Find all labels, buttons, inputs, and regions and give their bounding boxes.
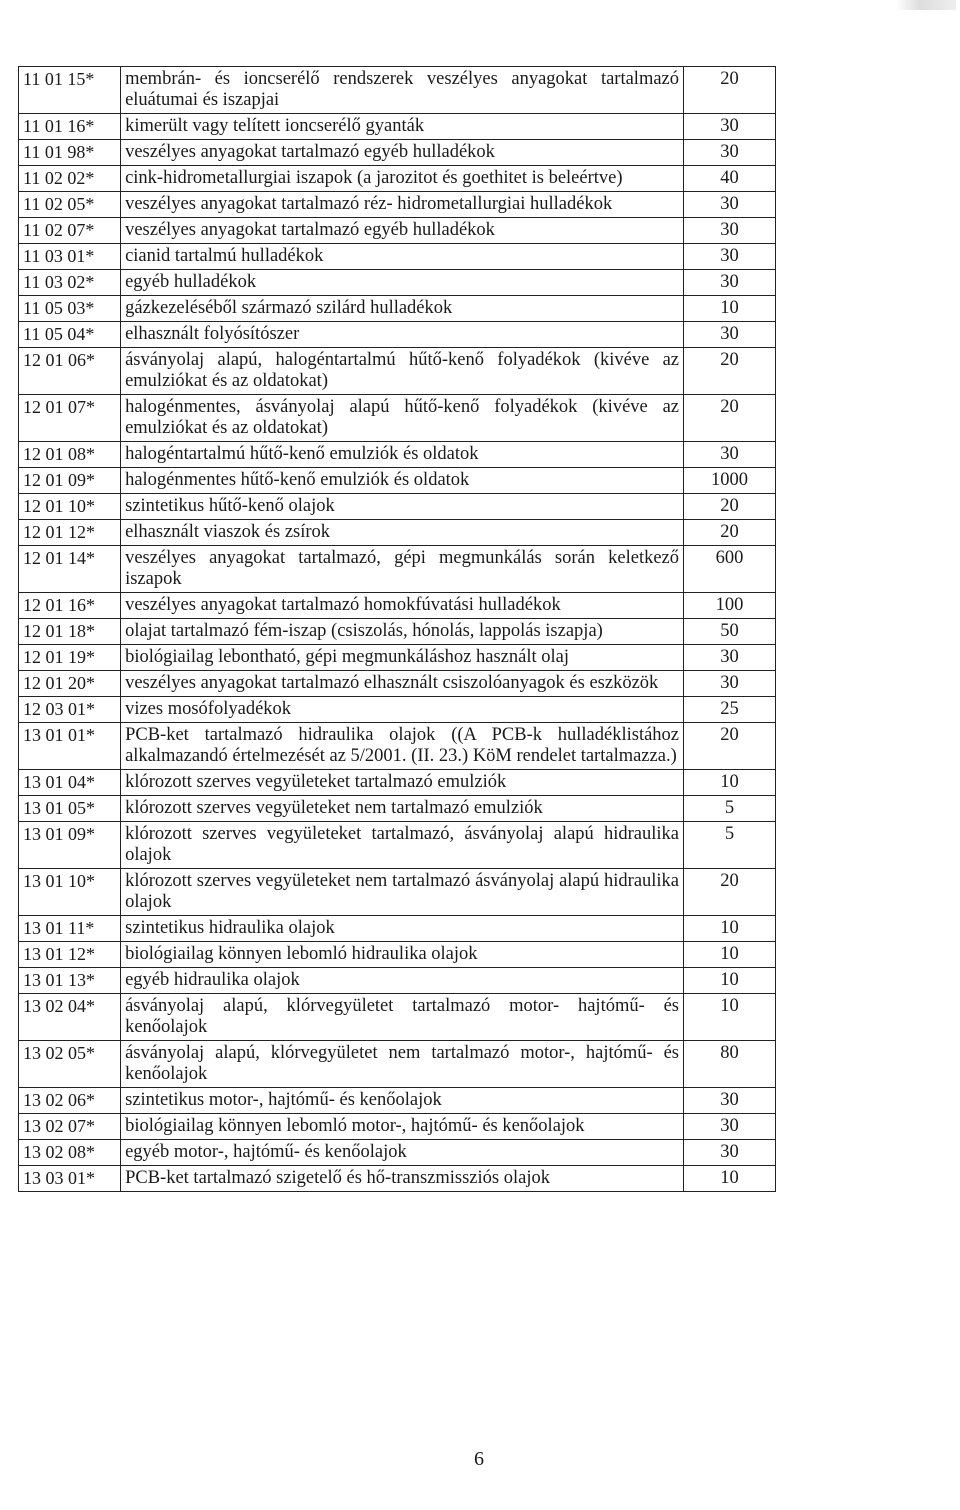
quantity-cell: 10 (684, 1166, 776, 1192)
quantity-cell: 50 (684, 619, 776, 645)
table-row (19, 296, 776, 322)
waste-code-cell: 13 01 12* (19, 942, 121, 968)
waste-description-cell: klórozott szerves vegyületeket tartalmazó, ásványolaj alapú hidraulika olajok (121, 822, 684, 869)
table-row (19, 916, 776, 942)
waste-code-cell: 12 01 07* (19, 395, 121, 442)
table-row (19, 723, 776, 770)
waste-code-cell: 13 01 13* (19, 968, 121, 994)
waste-code-table (18, 66, 776, 1192)
table-row (19, 1166, 776, 1192)
waste-description-cell: klórozott szerves vegyületeket tartalmazó emulziók (121, 770, 684, 796)
waste-code-cell: 11 03 01* (19, 244, 121, 270)
quantity-cell: 80 (684, 1041, 776, 1088)
table-row (19, 645, 776, 671)
table-row (19, 822, 776, 869)
waste-code-cell: 12 03 01* (19, 697, 121, 723)
quantity-cell: 30 (684, 140, 776, 166)
waste-description-cell: ásványolaj alapú, halogéntartalmú hűtő-kenő folyadékok (kivéve az emulziókat és az oldatokat) (121, 348, 684, 395)
waste-description-cell: olajat tartalmazó fém-iszap (csiszolás, hónolás, lappolás iszapja) (121, 619, 684, 645)
waste-description-cell: gázkezeléséből származó szilárd hulladékok (121, 296, 684, 322)
table-row (19, 1088, 776, 1114)
quantity-cell: 10 (684, 770, 776, 796)
waste-code-cell: 13 01 10* (19, 869, 121, 916)
table-row (19, 619, 776, 645)
quantity-cell: 20 (684, 520, 776, 546)
quantity-cell: 600 (684, 546, 776, 593)
waste-code-cell: 13 02 07* (19, 1114, 121, 1140)
table-row (19, 192, 776, 218)
waste-code-cell: 13 01 09* (19, 822, 121, 869)
waste-description-cell: halogénmentes hűtő-kenő emulziók és oldatok (121, 468, 684, 494)
waste-code-cell: 13 01 04* (19, 770, 121, 796)
quantity-cell: 5 (684, 822, 776, 869)
waste-code-cell: 13 03 01* (19, 1166, 121, 1192)
waste-description-cell: egyéb hidraulika olajok (121, 968, 684, 994)
waste-description-cell: PCB-ket tartalmazó hidraulika olajok ((A PCB-k hulladéklistához alkalmazandó értelmezését az 5/2001. (II. 23.) KöM rendelet tartalmazza.) (121, 723, 684, 770)
waste-code-cell: 12 01 16* (19, 593, 121, 619)
quantity-cell: 30 (684, 1140, 776, 1166)
table-row (19, 67, 776, 114)
waste-code-cell: 11 02 02* (19, 166, 121, 192)
waste-description-cell: klórozott szerves vegyületeket nem tartalmazó emulziók (121, 796, 684, 822)
waste-code-cell: 12 01 18* (19, 619, 121, 645)
waste-description-cell: membrán- és ioncserélő rendszerek veszélyes anyagokat tartalmazó eluátumai és iszapjai (121, 67, 684, 114)
table-row (19, 140, 776, 166)
table-row (19, 697, 776, 723)
scan-artifact (896, 0, 956, 10)
waste-code-cell: 12 01 12* (19, 520, 121, 546)
waste-description-cell: PCB-ket tartalmazó szigetelő és hő-transzmissziós olajok (121, 1166, 684, 1192)
page-number: 6 (474, 1448, 484, 1470)
quantity-cell: 30 (684, 442, 776, 468)
table-row (19, 322, 776, 348)
table-row (19, 270, 776, 296)
quantity-cell: 1000 (684, 468, 776, 494)
waste-description-cell: klórozott szerves vegyületeket nem tartalmazó ásványolaj alapú hidraulika olajok (121, 869, 684, 916)
waste-description-cell: elhasznált folyósítószer (121, 322, 684, 348)
waste-code-cell: 12 01 10* (19, 494, 121, 520)
table-row (19, 796, 776, 822)
waste-code-cell: 13 02 06* (19, 1088, 121, 1114)
waste-description-cell: cink-hidrometallurgiai iszapok (a jarozitot és goethitet is beleértve) (121, 166, 684, 192)
waste-description-cell: elhasznált viaszok és zsírok (121, 520, 684, 546)
waste-description-cell: egyéb motor-, hajtómű- és kenőolajok (121, 1140, 684, 1166)
waste-description-cell: veszélyes anyagokat tartalmazó homokfúvatási hulladékok (121, 593, 684, 619)
waste-code-cell: 12 01 14* (19, 546, 121, 593)
table-body (19, 67, 776, 1192)
table-row (19, 1114, 776, 1140)
quantity-cell: 30 (684, 1114, 776, 1140)
waste-description-cell: vizes mosófolyadékok (121, 697, 684, 723)
table-row (19, 968, 776, 994)
waste-description-cell: szintetikus hűtő-kenő olajok (121, 494, 684, 520)
table-row (19, 1140, 776, 1166)
waste-description-cell: kimerült vagy telített ioncserélő gyanták (121, 114, 684, 140)
waste-description-cell: biológiailag könnyen lebomló motor-, hajtómű- és kenőolajok (121, 1114, 684, 1140)
waste-description-cell: halogénmentes, ásványolaj alapú hűtő-kenő folyadékok (kivéve az emulziókat és az oldatokat) (121, 395, 684, 442)
table-row (19, 114, 776, 140)
waste-code-cell: 11 01 16* (19, 114, 121, 140)
waste-code-cell: 12 01 19* (19, 645, 121, 671)
quantity-cell: 5 (684, 796, 776, 822)
waste-code-cell: 12 01 09* (19, 468, 121, 494)
waste-description-cell: szintetikus motor-, hajtómű- és kenőolajok (121, 1088, 684, 1114)
waste-code-cell: 12 01 06* (19, 348, 121, 395)
waste-description-cell: szintetikus hidraulika olajok (121, 916, 684, 942)
quantity-cell: 10 (684, 994, 776, 1041)
waste-code-cell: 13 01 01* (19, 723, 121, 770)
quantity-cell: 30 (684, 1088, 776, 1114)
table-row (19, 942, 776, 968)
table-row (19, 442, 776, 468)
quantity-cell: 100 (684, 593, 776, 619)
quantity-cell: 10 (684, 296, 776, 322)
waste-description-cell: veszélyes anyagokat tartalmazó elhasznált csiszolóanyagok és eszközök (121, 671, 684, 697)
waste-description-cell: halogéntartalmú hűtő-kenő emulziók és oldatok (121, 442, 684, 468)
quantity-cell: 30 (684, 218, 776, 244)
quantity-cell: 30 (684, 192, 776, 218)
table-row (19, 671, 776, 697)
waste-description-cell: veszélyes anyagokat tartalmazó, gépi megmunkálás során keletkező iszapok (121, 546, 684, 593)
waste-code-cell: 11 02 07* (19, 218, 121, 244)
table-row (19, 869, 776, 916)
waste-code-cell: 13 02 08* (19, 1140, 121, 1166)
quantity-cell: 40 (684, 166, 776, 192)
table-row (19, 494, 776, 520)
quantity-cell: 30 (684, 671, 776, 697)
waste-code-cell: 13 01 05* (19, 796, 121, 822)
waste-description-cell: cianid tartalmú hulladékok (121, 244, 684, 270)
quantity-cell: 20 (684, 67, 776, 114)
waste-code-cell: 13 01 11* (19, 916, 121, 942)
waste-code-cell: 11 03 02* (19, 270, 121, 296)
quantity-cell: 10 (684, 968, 776, 994)
waste-code-cell: 11 02 05* (19, 192, 121, 218)
waste-code-cell: 13 02 04* (19, 994, 121, 1041)
table-row (19, 468, 776, 494)
quantity-cell: 20 (684, 348, 776, 395)
waste-description-cell: biológiailag lebontható, gépi megmunkáláshoz használt olaj (121, 645, 684, 671)
waste-code-cell: 11 01 98* (19, 140, 121, 166)
table-row (19, 520, 776, 546)
table-row (19, 166, 776, 192)
waste-description-cell: veszélyes anyagokat tartalmazó egyéb hulladékok (121, 218, 684, 244)
waste-code-cell: 12 01 08* (19, 442, 121, 468)
quantity-cell: 30 (684, 645, 776, 671)
quantity-cell: 20 (684, 723, 776, 770)
quantity-cell: 30 (684, 322, 776, 348)
quantity-cell: 10 (684, 916, 776, 942)
table-row (19, 994, 776, 1041)
table-row (19, 348, 776, 395)
table-row (19, 395, 776, 442)
quantity-cell: 20 (684, 494, 776, 520)
waste-code-cell: 11 05 03* (19, 296, 121, 322)
waste-code-cell: 12 01 20* (19, 671, 121, 697)
quantity-cell: 30 (684, 244, 776, 270)
waste-description-cell: veszélyes anyagokat tartalmazó réz- hidrometallurgiai hulladékok (121, 192, 684, 218)
waste-description-cell: ásványolaj alapú, klórvegyületet tartalmazó motor- hajtómű- és kenőolajok (121, 994, 684, 1041)
table-row (19, 244, 776, 270)
quantity-cell: 30 (684, 114, 776, 140)
quantity-cell: 20 (684, 869, 776, 916)
waste-code-cell: 11 05 04* (19, 322, 121, 348)
waste-code-cell: 11 01 15* (19, 67, 121, 114)
waste-description-cell: biológiailag könnyen lebomló hidraulika olajok (121, 942, 684, 968)
waste-code-cell: 13 02 05* (19, 1041, 121, 1088)
waste-description-cell: egyéb hulladékok (121, 270, 684, 296)
table-row (19, 1041, 776, 1088)
table-row (19, 218, 776, 244)
quantity-cell: 20 (684, 395, 776, 442)
waste-description-cell: ásványolaj alapú, klórvegyületet nem tartalmazó motor-, hajtómű- és kenőolajok (121, 1041, 684, 1088)
quantity-cell: 30 (684, 270, 776, 296)
table-row (19, 593, 776, 619)
table-row (19, 770, 776, 796)
table-row (19, 546, 776, 593)
quantity-cell: 25 (684, 697, 776, 723)
quantity-cell: 10 (684, 942, 776, 968)
waste-description-cell: veszélyes anyagokat tartalmazó egyéb hulladékok (121, 140, 684, 166)
